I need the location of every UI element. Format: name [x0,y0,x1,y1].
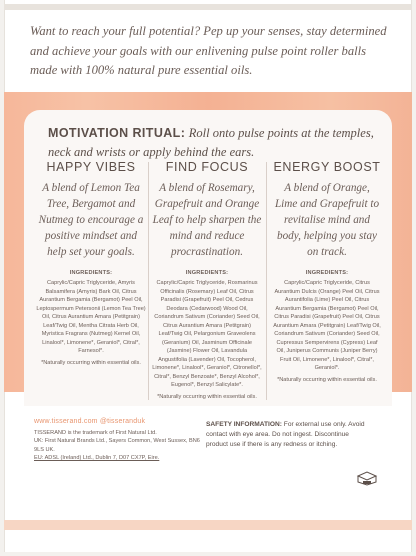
ingredients-list: Caprylic/Capric Triglyceride, Citrus Aurantium Dulcis (Orange) Peel Oil, Citrus Aurantifolia (Lime) Peel Oil, Citrus Aurantium Bergamia (Bergamot) Peel Oil, Citrus Paradisi (Grapefruit) Peel Oil, Citrus Aurantium Amara (Petitgrain) Leaf/Twig Oil, Coriandrum Sativum (Coriander) Seed Oil, Cupressus Sempervirens (Cypress) Leaf Oil, Juniperus Communis (Juniper Berry) Fruit Oil, Limonene*, Linalool*, Citral*, Geraniol*. [273,280,381,371]
trademark-text: TISSERAND is the trademark of First Natural Ltd. [34,430,157,436]
ingredients-list: Caprylic/Capric Triglyceride, Rosmarinus Officinalis (Rosemary) Leaf Oil, Citrus Paradisi (Grapefruit) Peel Oil, Cedrus Deodara (Cedarwood) Wood Oil, Coriandrum Sativum (Coriander) Seed Oil, Citrus Aurantium Amara (Petitgrain) Leaf/Twig Oil, Pelargonium Graveolens (Geranium) Oil, Jasminum Officinale (Jasmine) Flower Oil, Lavandula Angustifolia (Lavender) Oil, Tocopherol, Limonene*, Linalool*, Geraniol*, Citronellol*, Citral*, Benzyl Benzoate*, Benzyl Alcohol*, Eugenol*, Benzyl Salicylate*. [152,280,262,388]
intro-text: Want to reach your full potential? Pep up your senses, stay determined and achieve your goals with our enlivening pulse point roller balls made with 100% natural pure essential oils. [30,24,387,77]
ingredients-heading: INGREDIENTS: [185,270,229,276]
ritual-text: Roll onto pulse points at the temples, neck and wrists or apply behind the ears. [48,126,374,159]
safety-information [206,420,366,450]
recycle-box-icon [356,470,378,486]
column-title: ENERGY BOOST [273,160,381,174]
website-link[interactable]: www.tisserand.com @tisseranduk [34,418,146,425]
company-info [34,418,204,462]
bottom-flap-edge [4,520,412,530]
top-flap-edge [4,4,412,10]
column-title: HAPPY VIBES [46,160,136,174]
ingredients-heading: INGREDIENTS: [69,270,113,276]
column-happy-vibes [36,160,146,400]
column-energy-boost [272,160,382,400]
motivation-ritual [48,124,388,162]
uk-address: UK: First Natural Brands Ltd., Sayers Common, West Sussex, BN6 9LS UK. [34,438,200,453]
column-title: FIND FOCUS [165,160,249,174]
column-find-focus [152,160,262,400]
safety-text: For external use only. Avoid contact with eye area. Do not ingest. Discontinue product use if there is any redness or itching. [206,421,365,448]
column-description: A blend of Orange, Lime and Grapefruit to revitalise mind and body, helping you stay on track. [274,182,380,258]
ingredients-list: Caprylic/Capric Triglyceride, Amyris Balsamifera (Amyris) Bark Oil, Citrus Aurantium Bergamia (Bergamot) Peel Oil, Leptospermum Petersonii (Lemon Tea Tree) Oil, Citrus Aurantium Amara (Petitgrain) Leaf/Twig Oil, Mentha Citrata Herb Oil, Myristica Fragrans (Nutmeg) Kernel Oil, Linalool*, Limonene*, Geraniol*, Citral*, Farnesol*. [36,280,146,354]
ingredients-note: *Naturally occurring within essential oils. [277,376,377,383]
ritual-heading: MOTIVATION RITUAL: [48,126,186,140]
ingredients-heading: INGREDIENTS: [305,270,349,276]
column-description: A blend of Rosemary, Grapefruit and Orange Leaf to help sharpen the mind and reduce procrastination. [152,182,262,258]
eu-address: EU: ADSL (Ireland) Ltd., Dublin 7, D07 CX7P, Eire. [34,454,160,461]
ingredients-note: *Naturally occurring within essential oils. [157,393,257,400]
column-divider [148,162,149,400]
ingredients-note: *Naturally occurring within essential oils. [41,359,141,366]
column-description: A blend of Lemon Tea Tree, Bergamot and Nutmeg to encourage a positive mindset and help set your goals. [38,182,144,258]
safety-heading: SAFETY INFORMATION: [206,421,282,428]
column-divider [266,162,267,400]
